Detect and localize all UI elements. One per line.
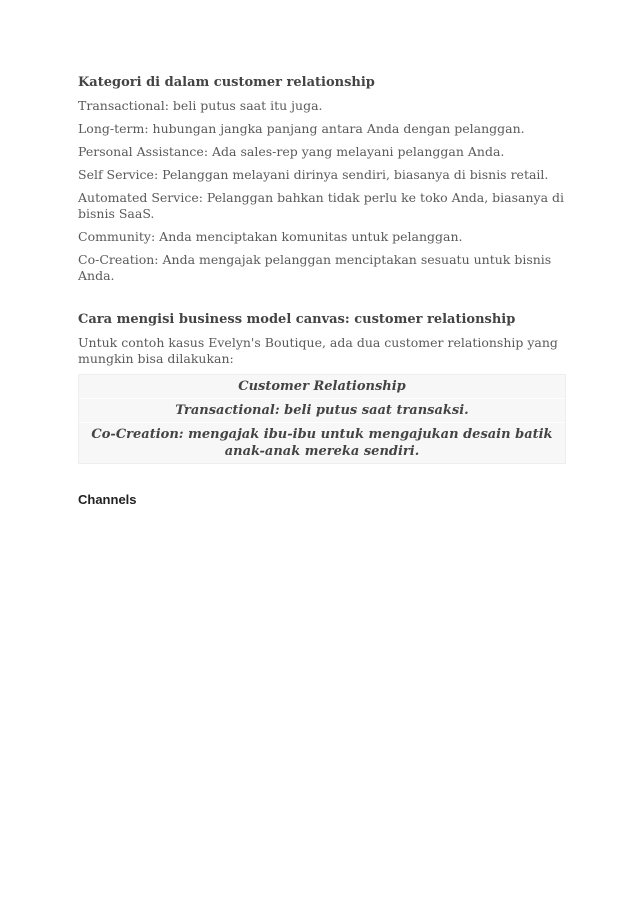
table-header: Customer Relationship — [79, 375, 565, 399]
section-spacer — [78, 291, 568, 311]
canvas-intro: Untuk contoh kasus Evelyn's Boutique, ada dua customer relationship yang mungkin bisa dilakukan: — [78, 335, 558, 366]
table-row: Transactional: beli putus saat transaksi. — [79, 399, 565, 423]
document-page — [78, 74, 568, 507]
section-heading-channels: Channels — [78, 492, 137, 507]
category-personal-assistance: Personal Assistance: Ada sales-rep yang melayani pelanggan Anda. — [78, 144, 505, 159]
section-heading-canvas: Cara mengisi business model canvas: customer relationship — [78, 312, 516, 327]
customer-relationship-table — [78, 374, 566, 464]
category-transactional: Transactional: beli putus saat itu juga. — [78, 98, 323, 113]
section-heading-categories: Kategori di dalam customer relationship — [78, 75, 375, 90]
category-community: Community: Anda menciptakan komunitas untuk pelanggan. — [78, 229, 463, 244]
table-row: Co-Creation: mengajak ibu-ibu untuk mengajukan desain batik anak-anak mereka sendiri. — [91, 427, 553, 459]
category-automated-service: Automated Service: Pelanggan bahkan tidak perlu ke toko Anda, biasanya di bisnis SaaS. — [78, 190, 565, 221]
category-co-creation: Co-Creation: Anda mengajak pelanggan menciptakan sesuatu untuk bisnis Anda. — [78, 252, 552, 283]
category-long-term: Long-term: hubungan jangka panjang antara Anda dengan pelanggan. — [78, 121, 525, 136]
category-self-service: Self Service: Pelanggan melayani dirinya sendiri, biasanya di bisnis retail. — [78, 167, 549, 182]
